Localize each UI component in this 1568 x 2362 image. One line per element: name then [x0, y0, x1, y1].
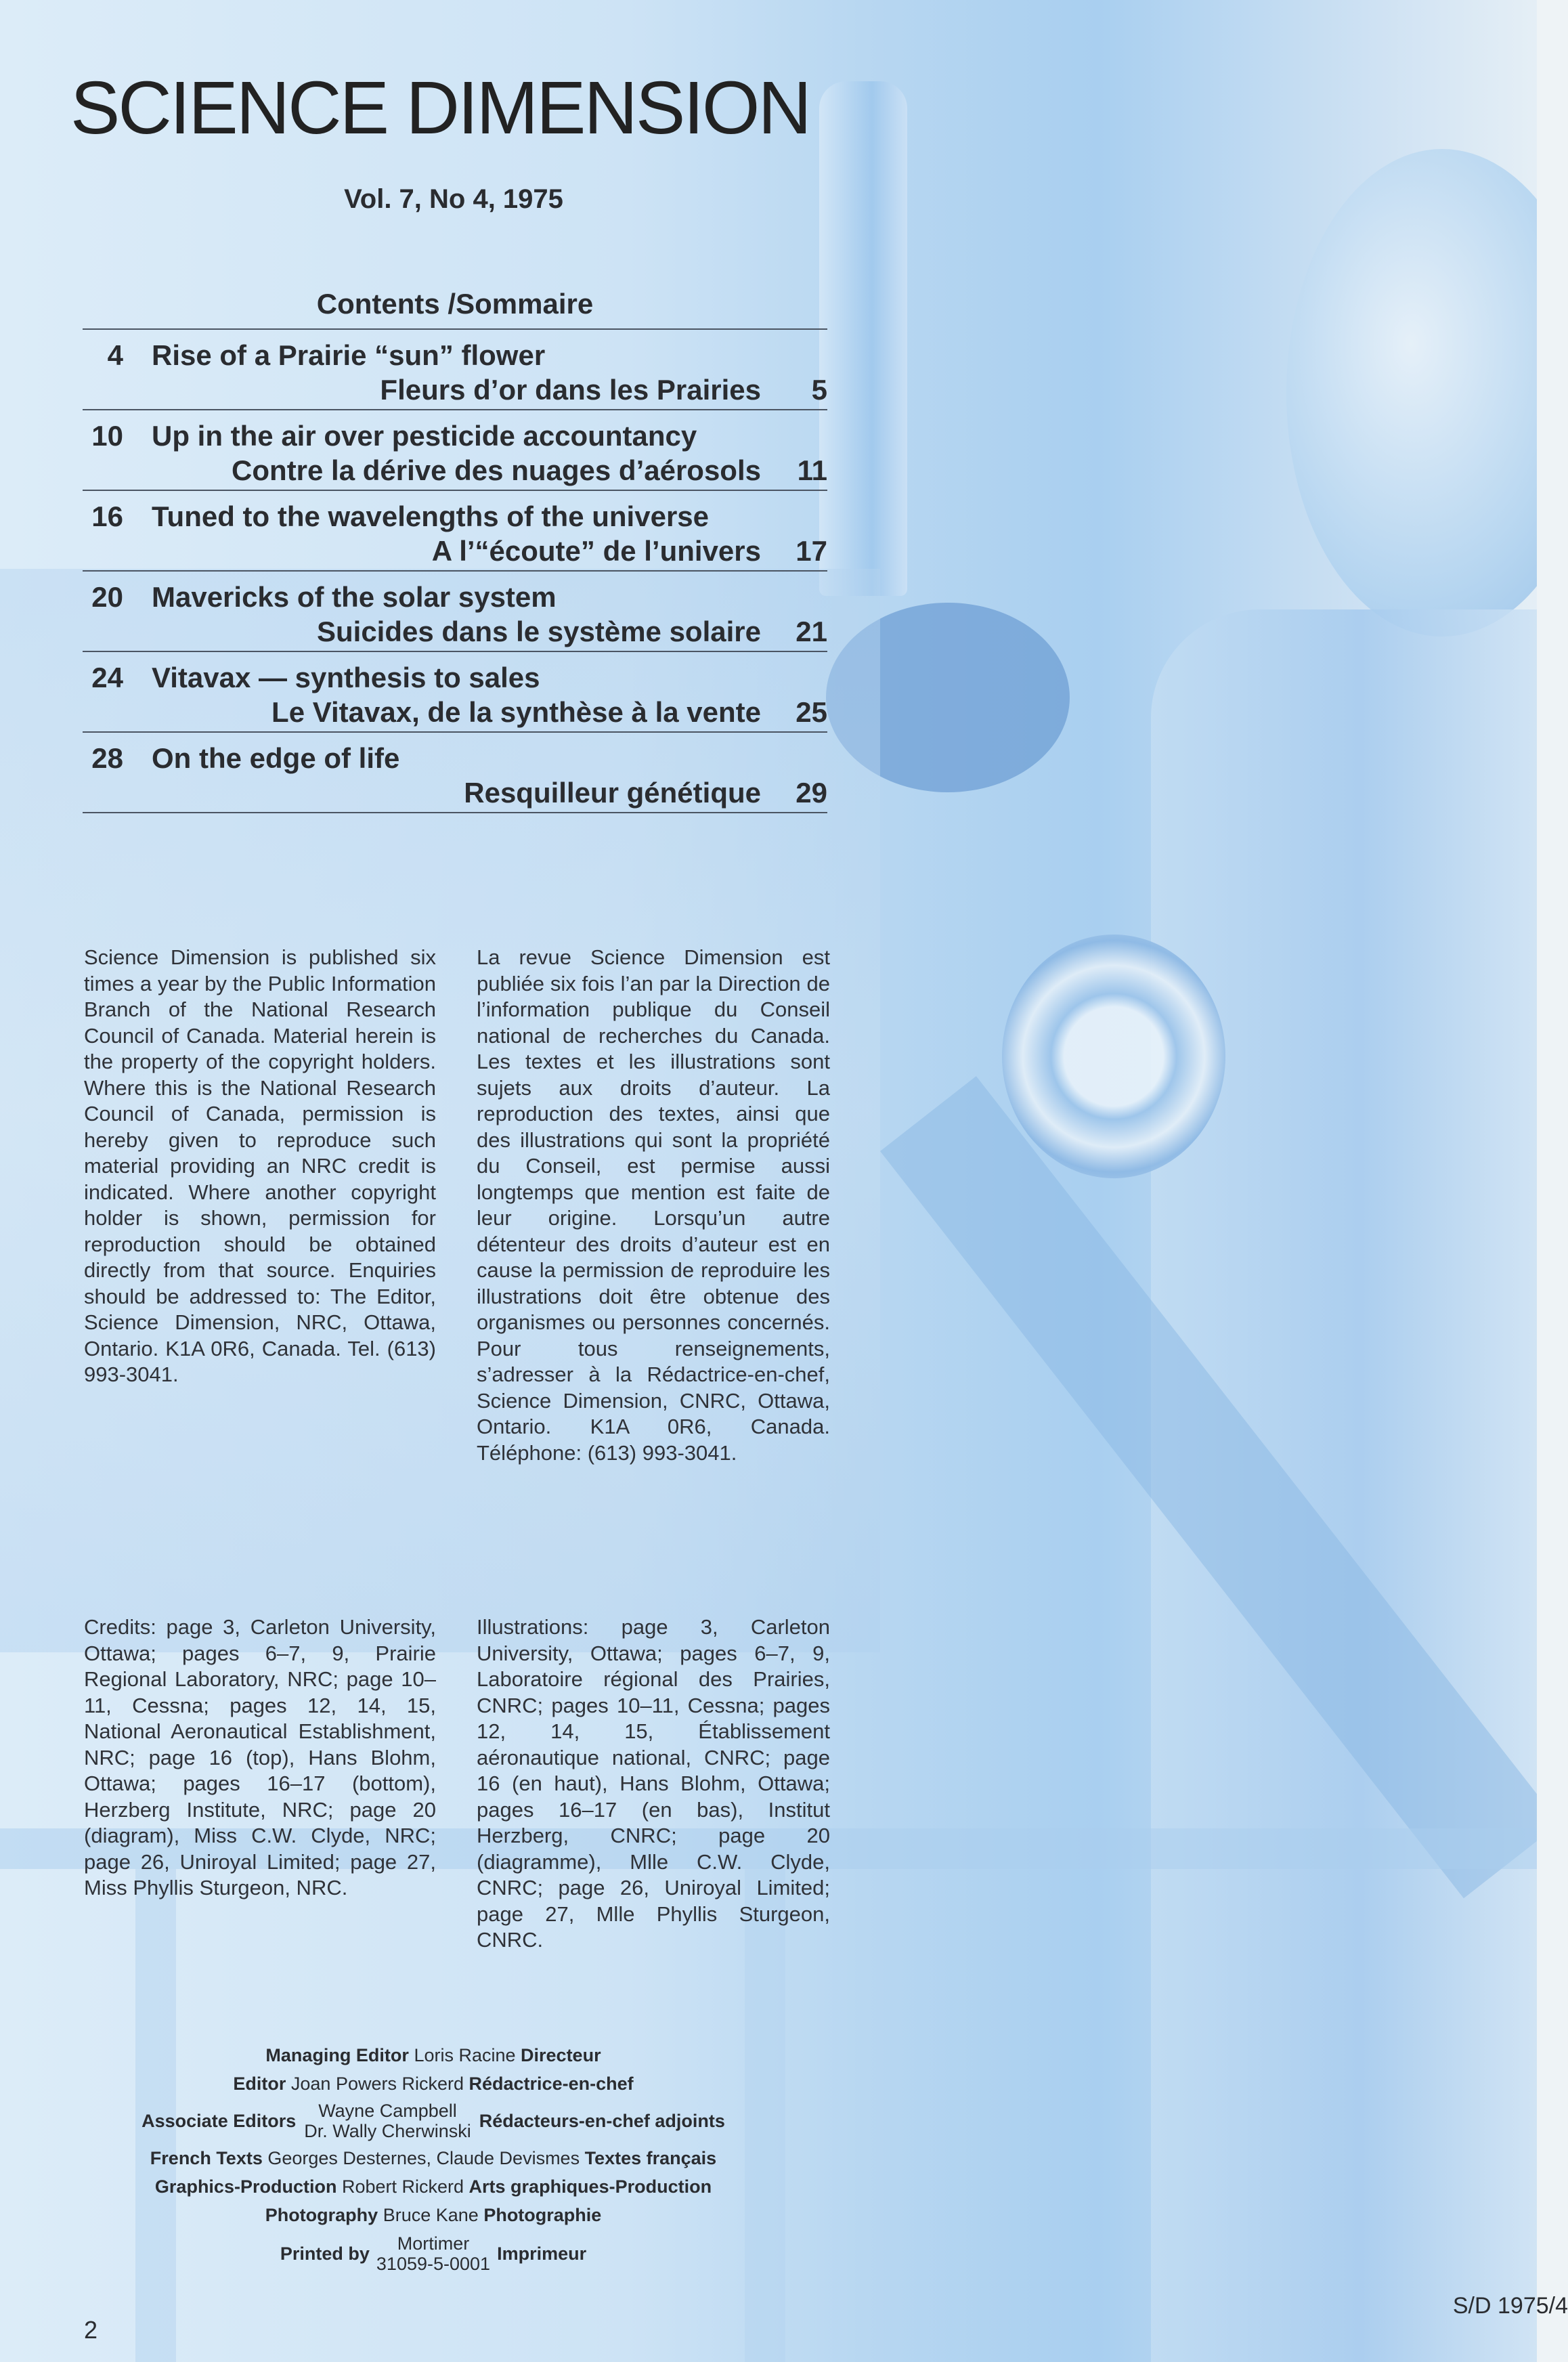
staff-name: Dr. Wally Cherwinski [304, 2121, 471, 2141]
toc-entry[interactable] [83, 410, 827, 491]
role-fr: Imprimeur [497, 2243, 587, 2264]
role-fr: Rédacteurs-en-chef adjoints [479, 2110, 725, 2131]
page-number: 2 [84, 2316, 98, 2344]
printer-line [68, 2233, 799, 2274]
toc-title-fr: Fleurs d’or dans les Prairies [380, 374, 761, 406]
contents-heading: Contents /Sommaire [83, 288, 827, 330]
photo-credits-en: Credits: page 3, Carleton University, Ottawa; pages 6–7, 9, Prairie Regional Laboratory, NRC; page 10–11, Cessna; pages 12, 14, 15, National Aeronautical Establishment, NRC; page 16 (top), Hans Blohm, Ottawa; pages 16–17 (bottom), Herzberg Institute, NRC; page 20 (diagram), Miss C.W. Clyde, NRC; page 26, Uniroyal Limited; page 27, Miss Phyllis Sturgeon, NRC. [84, 1615, 436, 1899]
photography-line [68, 2201, 799, 2229]
staff-name: Georges Desternes, Claude Devismes [267, 2148, 580, 2168]
staff-name: Wayne Campbell [318, 2101, 457, 2121]
toc-entry[interactable] [83, 652, 827, 733]
associate-editors-line [68, 2101, 799, 2141]
role-fr: Textes français [584, 2148, 717, 2168]
toc-title-fr: A l’“écoute” de l’univers [431, 535, 761, 567]
toc-title-en: Up in the air over pesticide accountancy [152, 420, 697, 452]
french-texts-line [68, 2144, 799, 2172]
toc-title-en: Rise of a Prairie “sun” flower [152, 339, 546, 371]
role-fr: Arts graphiques-Production [469, 2176, 712, 2197]
print-code: 31059-5-0001 [376, 2254, 491, 2274]
toc-page-fr: 25 [796, 696, 827, 728]
role-en: Photography [265, 2205, 378, 2225]
role-en: Editor [233, 2074, 286, 2094]
photo-credits-fr: Illustrations: page 3, Carleton University, Ottawa; pages 6–7, 9, Laboratoire régional des Prairies, CNRC; pages 10–11, Cessna; pages 12, 14, 15, Établissement aéronautique national, CNRC; page 16 (en haut), Hans Blohm, Ottawa; pages 16–17 (en bas), Institut Herzberg, CNRC; page 20 (diagramme), Mlle C.W. Clyde, CNRC; page 26, Uniroyal Limited; page 27, Mlle Phyllis Sturgeon, CNRC. [477, 1615, 830, 1952]
toc-title-en: Mavericks of the solar system [152, 581, 557, 613]
staff-name: Joan Powers Rickerd [290, 2074, 464, 2094]
graphics-line [68, 2172, 799, 2201]
printer-names [376, 2233, 490, 2274]
staff-name: Robert Rickerd [341, 2176, 464, 2197]
toc-entry[interactable] [83, 491, 827, 572]
toc-page-en: 10 [91, 420, 123, 452]
role-fr: Photographie [483, 2205, 602, 2225]
toc-entry[interactable] [83, 330, 827, 410]
toc-page-en: 24 [91, 662, 123, 693]
managing-editor-line [68, 2041, 799, 2069]
toc-page-en: 4 [107, 339, 123, 371]
toc-page-fr: 11 [797, 454, 827, 486]
role-en: Associate Editors [141, 2110, 297, 2131]
table-of-contents [83, 288, 827, 813]
toc-title-fr: Le Vitavax, de la synthèse à la vente [271, 696, 761, 728]
publication-notice-en: Science Dimension is published six times a year by the Public Information Branch of the National Research Council of Canada. Material herein is the property of the copyright holders. Where this is the National Research Council of Canada, permission is hereby given to reproduce such material providing an NRC credit is indicated. Where another copyright holder is shown, permission for reproduction should be obtained directly from that source. Enquiries should be addressed to: The Editor, Science Dimension, NRC, Ottawa, Ontario. K1A 0R6, Canada. Tel. (613) 993-3041. [84, 945, 436, 1386]
role-en: Printed by [280, 2243, 370, 2264]
toc-entry[interactable] [83, 733, 827, 813]
staff-masthead [68, 2041, 799, 2274]
staff-name: Mortimer [397, 2233, 470, 2254]
toc-title-en: On the edge of life [152, 742, 400, 774]
staff-name: Bruce Kane [383, 2205, 479, 2225]
staff-name: Loris Racine [414, 2045, 516, 2065]
associate-names [304, 2101, 471, 2141]
magazine-title: SCIENCE DIMENSION [70, 66, 810, 150]
toc-entry[interactable] [83, 572, 827, 652]
role-en: Managing Editor [265, 2045, 409, 2065]
role-en: Graphics-Production [154, 2176, 337, 2197]
publication-notice-fr: La revue Science Dimension est publiée six fois l’an par la Direction de l’information publique du Conseil national de recherches du Canada. Les textes et les illustrations sont sujets aux droits d’auteur. La reproduction des textes, ainsi que des illustrations qui sont la propriété du Conseil, est permise aussi longtemps que mention est faite de leur origine. Lorsqu’un autre détenteur des droits d’auteur est en cause la permission de reproduire les illustrations doit être obtenue des organismes ou personnes concernés. Pour tous renseignements, s’adresser à la Rédactrice-en-chef, Science Dimension, CNRC, Ottawa, Ontario. K1A 0R6, Canada. Téléphone: (613) 993-3041. [477, 945, 830, 1465]
volume-issue: Vol. 7, No 4, 1975 [344, 184, 563, 214]
toc-title-fr: Contre la dérive des nuages d’aérosols [232, 454, 761, 486]
toc-page-fr: 17 [796, 535, 827, 567]
toc-page-en: 16 [91, 500, 123, 532]
role-fr: Rédactrice-en-chef [469, 2074, 634, 2094]
editor-line [68, 2069, 799, 2098]
issue-folio: S/D 1975/4 [1452, 2293, 1568, 2319]
toc-page-en: 20 [91, 581, 123, 613]
role-en: French Texts [150, 2148, 263, 2168]
toc-title-en: Vitavax — synthesis to sales [152, 662, 540, 693]
toc-page-en: 28 [91, 742, 123, 774]
role-fr: Directeur [521, 2045, 601, 2065]
toc-title-fr: Suicides dans le système solaire [316, 616, 761, 647]
toc-page-fr: 29 [796, 777, 827, 809]
toc-page-fr: 5 [811, 374, 827, 406]
toc-title-fr: Resquilleur génétique [464, 777, 761, 809]
toc-title-en: Tuned to the wavelengths of the universe [152, 500, 709, 532]
toc-page-fr: 21 [796, 616, 827, 647]
